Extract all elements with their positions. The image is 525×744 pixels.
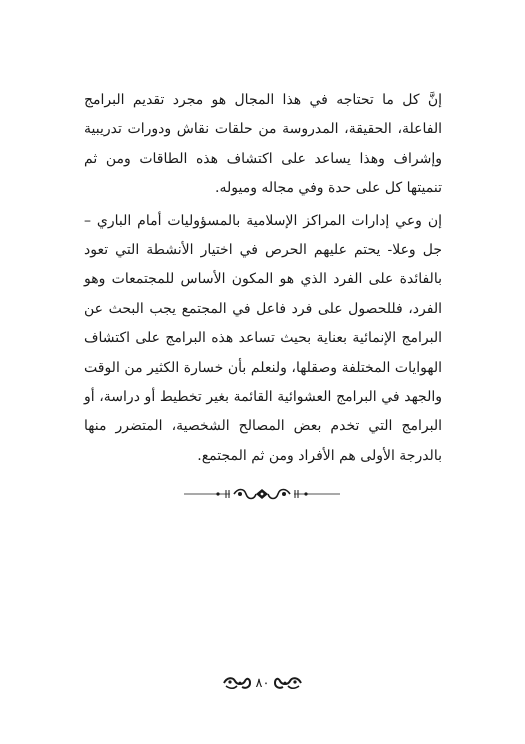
page-number: ٨٠ bbox=[255, 675, 270, 691]
page-footer bbox=[0, 672, 525, 694]
body-text bbox=[84, 86, 442, 471]
paragraph-2: إن وعي إدارات المراكز الإسلامية بالمسؤوليات أمام الباري – جل وعلا- يحتم عليهم الحرص في اختيار الأنشطة التي تعود بالفائدة على الفرد الذي هو المكون الأساس للمجتمعات وهو الفرد، فللحصول على فرد فاعل في المجتمع يجب البحث عن البرامج الإنمائية بعناية بحيث تساعد هذه البرامج على اكتشاف الهوايات المختلفة وصقلها، ولنعلم بأن خسارة الكثير من الوقت والجهد في البرامج العشوائية القائمة بغير تخطيط أو دراسة، أو البرامج التي تخدم بعض المصالح الشخصية، المتضرر منها بالدرجة الأولى هم الأفراد ومن ثم المجتمع. bbox=[84, 212, 442, 464]
paragraph-1: إنَّ كل ما تحتاجه في هذا المجال هو مجرد تقديم البرامج الفاعلة، الحقيقة، المدروسة من حلقات نقاش ودورات تدريبية وإشراف وهذا يساعد على اكتشاف هذه الطاقات ومن ثم تنميتها كل على حدة وفي مجاله وميوله. bbox=[84, 92, 442, 197]
section-divider-ornament bbox=[182, 484, 342, 504]
footer-ornament-left-icon bbox=[222, 676, 252, 690]
footer-ornament-right-icon bbox=[273, 676, 303, 690]
